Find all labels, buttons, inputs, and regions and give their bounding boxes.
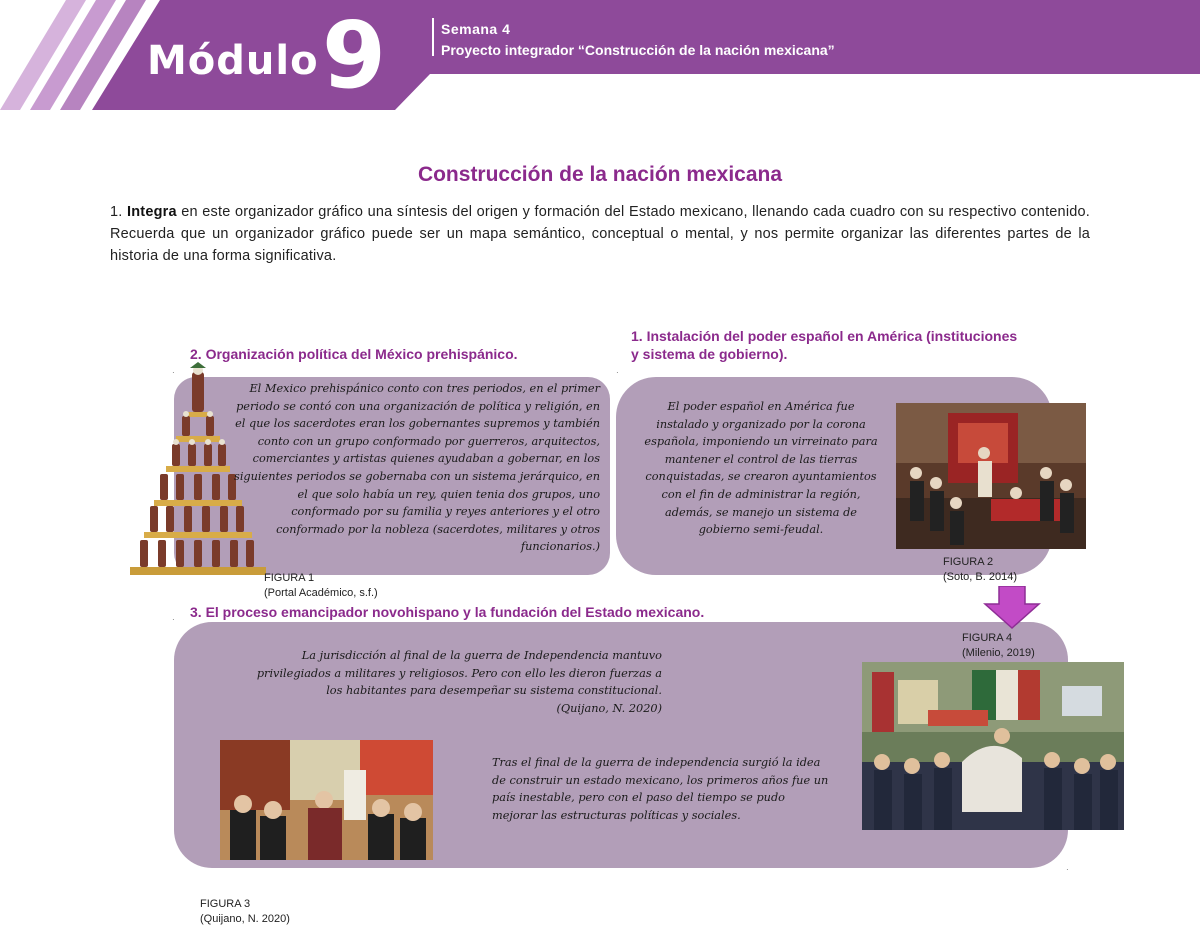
section-title-spanish-line1: 1. Instalación del poder español en América (instituciones xyxy=(631,328,1018,344)
week-label: Semana 4 xyxy=(441,21,511,37)
figure-4-source: (Milenio, 2019) xyxy=(962,647,1035,659)
figure-1-source: (Portal Académico, s.f.) xyxy=(264,587,378,599)
figure-2-caption xyxy=(943,555,1017,585)
figure-4-label: FIGURA 4 xyxy=(962,632,1013,644)
module-number: 9 xyxy=(322,2,387,109)
figure-2-source: (Soto, B. 2014) xyxy=(943,571,1017,583)
section-title-spanish-power xyxy=(631,327,1017,363)
section-title-spanish-line2: y sistema de gobierno). xyxy=(631,346,788,362)
corner-marker: · xyxy=(172,615,175,624)
figure-1-label: FIGURA 1 xyxy=(264,572,315,584)
emancipation-citation-a: (Quijano, N. 2020) xyxy=(556,701,662,715)
instructions-bold-word: Integra xyxy=(127,204,177,220)
spanish-power-text: El poder español en América fue instalado y organizado por la corona española, imponiendo un virreinato para mantener el control de las tierras conquistadas, se crearon ayuntamientos con el fin de administrar la región, además, se manejo un sistema de gobierno semi-feudal. xyxy=(644,400,878,537)
figure-4-mural-image xyxy=(862,662,1124,830)
instructions-paragraph xyxy=(110,201,1090,267)
header-divider xyxy=(432,18,434,56)
page-title: Construcción de la nación mexicana xyxy=(417,163,783,186)
corner-marker: · xyxy=(616,368,619,377)
emancipation-text-a xyxy=(246,647,662,717)
project-title: Proyecto integrador “Construcción de la nación mexicana” xyxy=(441,42,835,58)
emancipation-text-b: Tras el final de la guerra de independencia surgió la idea de construir un estado mexicano, los primeros años fue un país inestable, pero con el paso del tiempo se pudo mejorar las estructuras políticas y sociales. xyxy=(492,756,829,822)
figure-2-painting-image xyxy=(896,403,1086,549)
corner-marker: · xyxy=(1066,865,1069,874)
instructions-number: 1. xyxy=(110,204,123,220)
module-label: Módulo xyxy=(147,38,319,84)
figure-2-label: FIGURA 2 xyxy=(943,556,994,568)
figure-4-caption xyxy=(962,631,1035,661)
instructions-text: en este organizador gráfico una síntesis del origen y formación del Estado mexicano, llenando cada cuadro con su respectivo contenido. Recuerda que un organizador gráfico puede ser un mapa semántico, conceptual o mental, y nos permite organizar las diferentes partes de la historia de una forma significativa. xyxy=(110,204,1090,264)
figure-1-caption xyxy=(264,571,378,601)
figure-3-caption xyxy=(200,897,290,927)
emancipation-text-a-body: La jurisdicción al final de la guerra de Independencia mantuvo privilegiados a militares y religiosos. Pero con ello les dieron fuerzas a los habitantes para desempeñar su sistema constitucional. xyxy=(256,649,662,698)
prehispanic-text: El Mexico prehispánico conto con tres periodos, en el primer periodo se contó con una organización de política y religión, en el que los sacerdotes eran los gobernantes supremos y también conto con un grupo conformado por guerreros, arquitectos, comerciantes y artistas quienes ayudaban a gobernar, en los siguientes periodos se gobernaba con un sistema jerárquico, en el que solo había un rey, quien tenia dos grupos, uno conformado por su familia y reyes anteriores y el otro conformado por la nobleza (sacerdotes, militares y otros funcionarios.) xyxy=(234,382,600,554)
section-title-prehispanic: 2. Organización política del México prehispánico. xyxy=(190,346,518,362)
figure-3-source: (Quijano, N. 2020) xyxy=(200,913,290,925)
section-title-emancipation: 3. El proceso emancipador novohispano y la fundación del Estado mexicano. xyxy=(190,604,705,620)
down-arrow-icon xyxy=(983,586,1041,630)
figure-3-painting-image xyxy=(220,740,433,860)
corner-marker: · xyxy=(172,368,175,377)
figure-3-label: FIGURA 3 xyxy=(200,898,251,910)
